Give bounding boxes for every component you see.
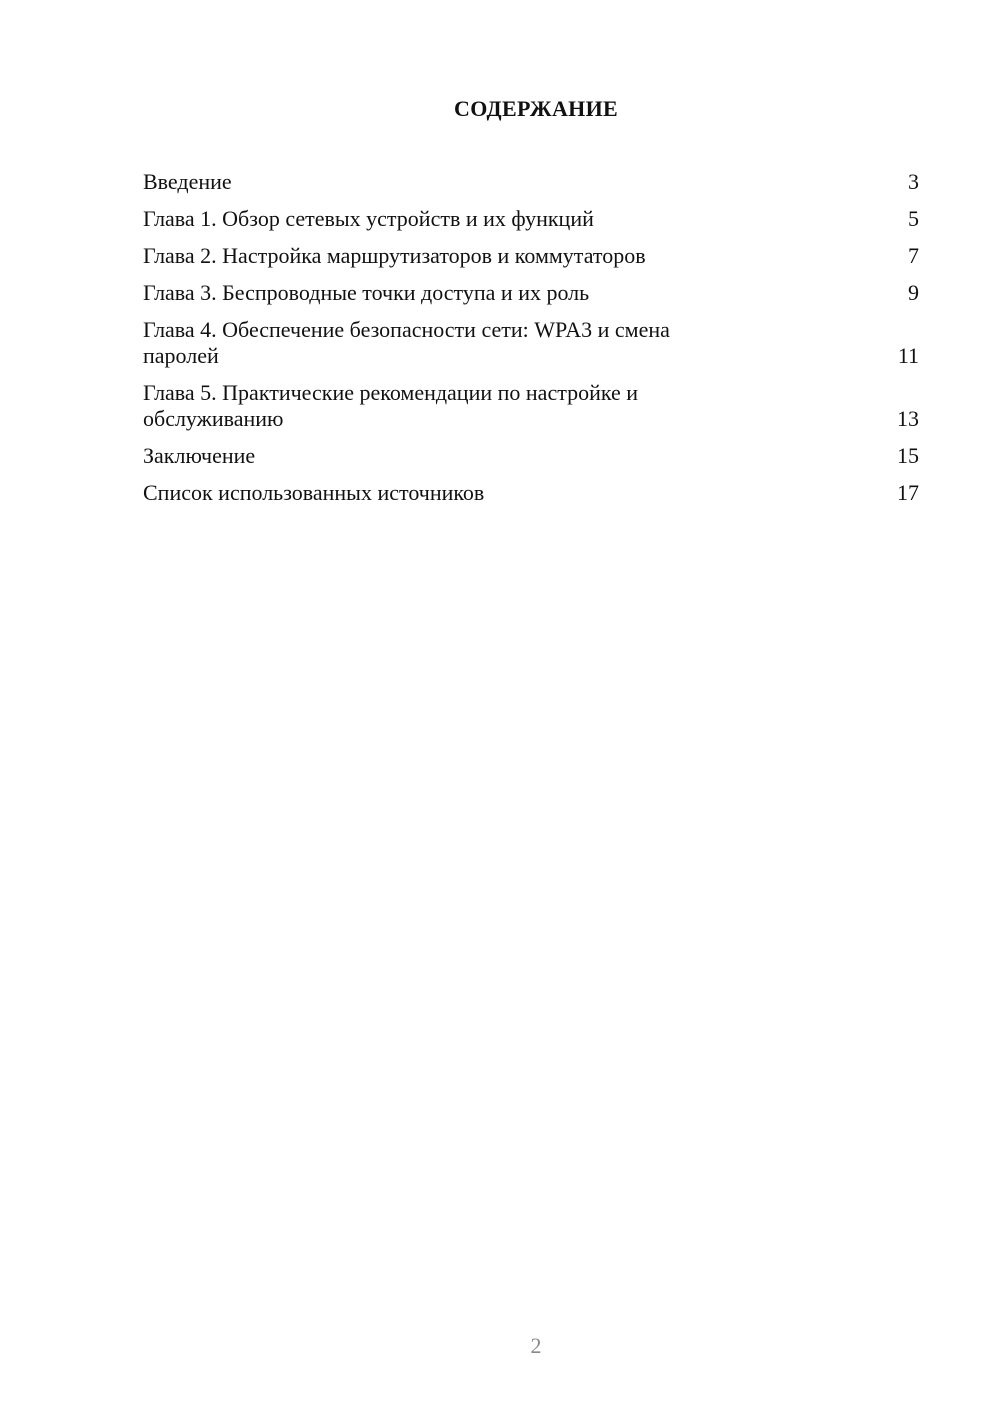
toc-entry-page: 3 <box>908 169 919 194</box>
toc-entry-page: 11 <box>897 343 919 368</box>
toc-entry-page: 7 <box>908 243 919 268</box>
toc-entry-title: Глава 4. Обеспечение безопасности сети: WPA3 и смена паролей <box>143 317 670 368</box>
table-of-contents <box>143 169 919 517</box>
toc-entry[interactable] <box>143 169 919 195</box>
toc-entry[interactable] <box>143 206 919 232</box>
toc-entry-title: Глава 1. Обзор сетевых устройств и их функций <box>143 206 594 231</box>
toc-entry[interactable] <box>143 243 919 269</box>
toc-entry-title: Глава 3. Беспроводные точки доступа и их роль <box>143 280 590 305</box>
toc-entry[interactable] <box>143 280 919 306</box>
toc-entry-title: Введение <box>143 169 232 194</box>
toc-entry-title: Список использованных источников <box>143 480 485 505</box>
toc-entry-page: 5 <box>908 206 919 231</box>
toc-entry[interactable] <box>143 480 919 506</box>
toc-entry[interactable] <box>143 380 919 432</box>
toc-entry-title: Глава 5. Практические рекомендации по настройке и обслуживанию <box>143 380 639 431</box>
toc-entry[interactable] <box>143 443 919 469</box>
page-number: 2 <box>530 1333 542 1358</box>
toc-entry-page: 17 <box>897 480 919 505</box>
toc-entry-page: 9 <box>908 280 919 305</box>
toc-entry-title: Заключение <box>143 443 256 468</box>
toc-entry-page: 13 <box>897 406 919 431</box>
toc-entry-title: Глава 2. Настройка маршрутизаторов и коммутаторов <box>143 243 646 268</box>
page-title: СОДЕРЖАНИЕ <box>454 96 618 121</box>
toc-entry-page: 15 <box>897 443 919 468</box>
toc-entry[interactable] <box>143 317 919 369</box>
